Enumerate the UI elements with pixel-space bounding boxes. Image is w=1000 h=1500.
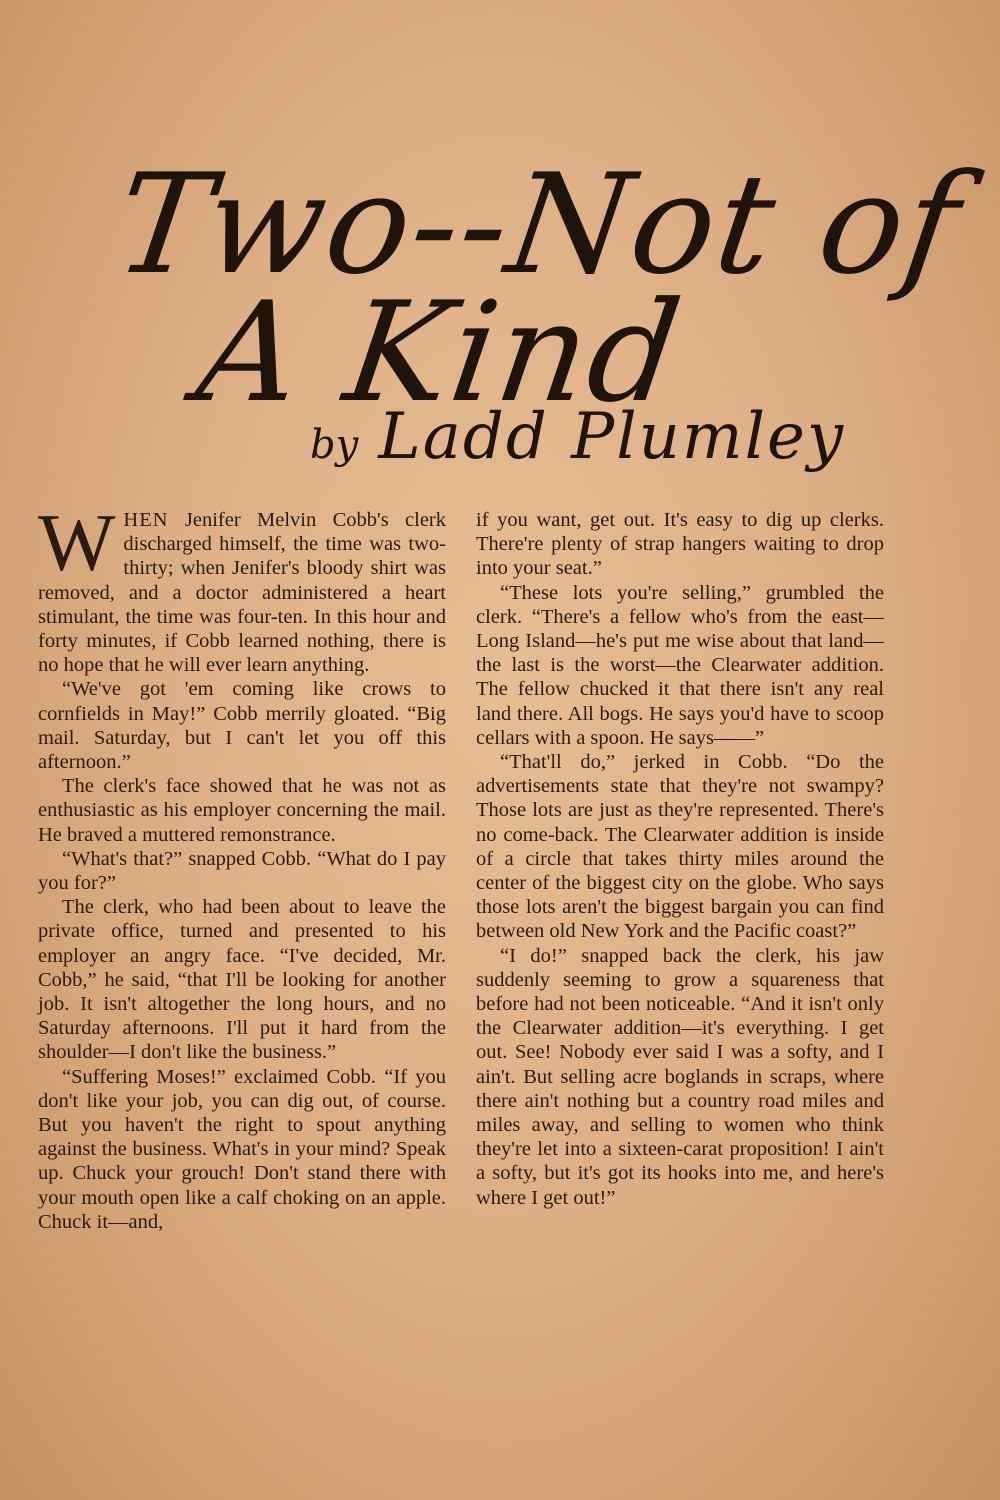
paragraph: “Suffering Moses!” exclaimed Cobb. “If you don't like your job, you can dig out, of course. But you haven't the right to spout anything against the business. What's in your mind? Speak up. Chuck your grouch! Don't stand there with your mouth open like a calf choking on an apple. Chuck it—and, bbox=[38, 1065, 446, 1233]
left-column bbox=[38, 497, 446, 1234]
paragraph: “That'll do,” jerked in Cobb. “Do the advertisements state that they're not swampy? Those lots are just as they're represented. There's no come-back. The Clearwater addition is inside of a circle that takes thirty miles around the center of the biggest city on the globe. Who says those lots aren't the biggest bargain you can find between old New York and the Pacific coast?” bbox=[476, 751, 884, 943]
title-line-2: A Kind bbox=[188, 272, 692, 433]
paragraph-text: Jenifer Melvin Cobb's clerk discharged himself, the time was two-thirty; when Jenifer's bloody shirt was removed, and a doctor administered a heart stimulant, the time was four-ten. In this hour and forty minutes, if Cobb learned nothing, there is no hope that he will ever learn anything. bbox=[38, 509, 446, 677]
byline bbox=[310, 400, 845, 474]
author-name: Ladd Plumley bbox=[378, 400, 846, 474]
paragraph: if you want, get out. It's easy to dig up clerks. There're plenty of strap hangers waiting to drop into your seat.” bbox=[476, 509, 884, 580]
paragraph: “I do!” snapped back the clerk, his jaw suddenly seeming to grow a squareness that before had not been noticeable. “And it isn't only the Clearwater addition—it's everything. I get out. See! Nobody ever said I was a softy, and I ain't. But selling acre boglands in scraps, where there ain't nothing but a country road miles and miles away, and selling to women who think they're let into a sixteen-carat proposition! I ain't a softy, but it's got its hooks into me, and here's where I get out!” bbox=[476, 944, 884, 1209]
paragraph: “We've got 'em coming like crows to cornfields in May!” Cobb merrily gloated. “Big mail. Saturday, but I can't let you off this afternoon.” bbox=[38, 678, 446, 774]
drop-cap: W bbox=[38, 497, 116, 588]
paragraph bbox=[38, 497, 446, 677]
byline-by: by bbox=[310, 422, 359, 468]
body-columns bbox=[38, 497, 884, 1234]
lead-word: HEN bbox=[123, 509, 169, 531]
paragraph: The clerk, who had been about to leave the private office, turned and presented to his employer an angry face. “I've decided, Mr. Cobb,” he said, “that I'll be looking for another job. It isn't altogether the long hours, and no Saturday afternoons. I'll put it hard from the shoulder—I don't like the business.” bbox=[38, 896, 446, 1064]
paragraph: The clerk's face showed that he was not as enthusiastic as his employer concerning the mail. He braved a muttered remonstrance. bbox=[38, 775, 446, 846]
right-column bbox=[476, 508, 884, 1234]
paragraph: “What's that?” snapped Cobb. “What do I pay you for?” bbox=[38, 847, 446, 895]
title-line-1: Two--Not of bbox=[106, 144, 971, 305]
paragraph: “These lots you're selling,” grumbled the clerk. “There's a fellow who's from the east—Long Island—he's put me wise about that land—the last is the worst—the Clearwater addition. The fellow chucked it that there isn't any real land there. All bogs. He says you'd have to scoop cellars with a spoon. He says——” bbox=[476, 581, 884, 749]
